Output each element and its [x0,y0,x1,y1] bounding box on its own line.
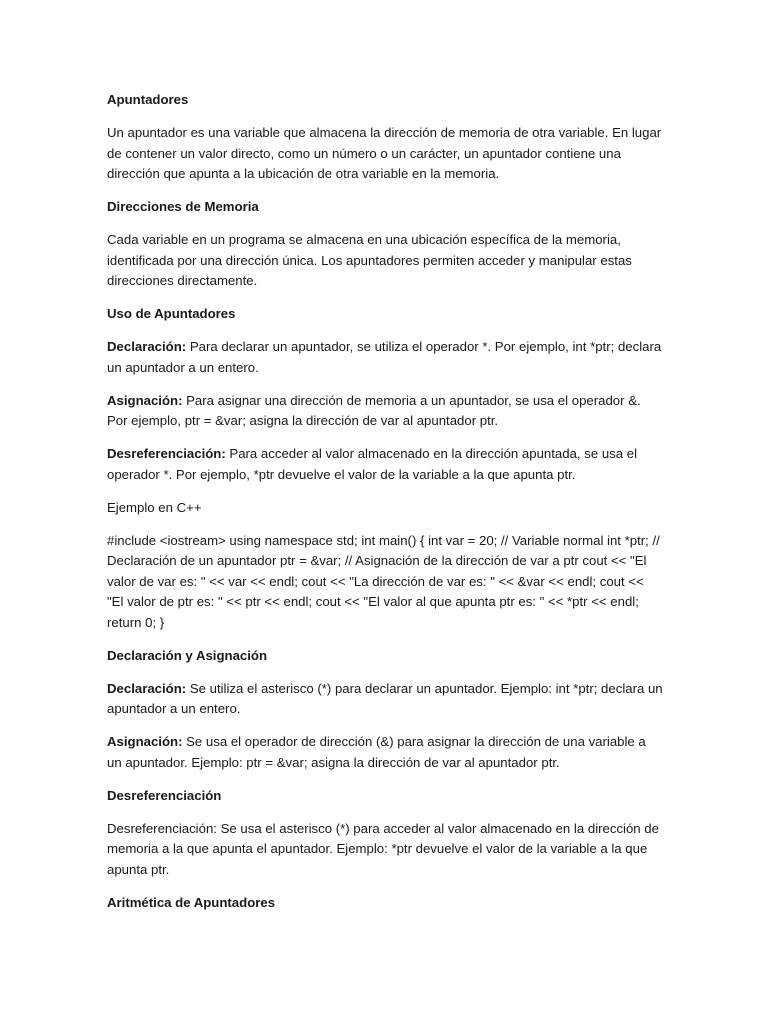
heading-apuntadores: Apuntadores [107,92,189,107]
label-declaracion: Declaración: [107,339,187,354]
paragraph-intro: Un apuntador es una variable que almacena la dirección de memoria de otra variable. En lugar de contener un valor directo, como un número o un carácter, un apuntador contiene una dirección que apunta a la ubicación de otra variable en la memoria. [107,125,662,181]
label-asignacion: Asignación: [107,392,183,408]
paragraph-code-example: #include <iostream> using namespace std; int main() { int var = 20; // Variable normal int *ptr; // Declaración de un apuntador ptr = &var; // Asignación de la dirección de var a ptr cout << "El valor de var es: " << var << endl; cout << "La dirección de var es: " << &var << endl; cout << "El valor de ptr es: " << ptr << endl; cout << "El valor al que apunta ptr es: " << *ptr << endl; return 0; } [107,532,660,630]
paragraph-desreferenciacion: Desreferenciación: Se usa el asterisco (*) para acceder al valor almacenado en la dirección de memoria a la que apunta el apuntador. Ejemplo: *ptr devuelve el valor de la variable a la que apunta ptr. [107,820,659,877]
label-desreferenciacion: Desreferenciación: [107,446,226,461]
paragraph-direcciones: Cada variable en un programa se almacena en una ubicación específica de la memoria, identificada por una dirección única. Los apuntadores permiten acceder y manipular estas direcciones directamente. [107,232,632,288]
heading-desreferenciacion: Desreferenciación [107,787,222,803]
text-da-declaracion: Se utiliza el asterisco (*) para declarar un apuntador. Ejemplo: int *ptr; declara un apuntador a un entero. [107,680,663,716]
document-page [107,90,663,926]
text-declaracion: Para declarar un apuntador, se utiliza el operador *. Por ejemplo, int *ptr; declara un apuntador a un entero. [107,339,662,375]
paragraph-uso-asignacion [107,391,663,432]
text-asignacion: Para asignar una dirección de memoria a un apuntador, se usa el operador &. Por ejemplo, ptr = &var; asigna la dirección de var al apuntador ptr. [107,392,641,428]
heading-declaracion-asignacion: Declaración y Asignación [107,647,268,663]
heading-direcciones-memoria: Direcciones de Memoria [107,199,259,214]
text-da-asignacion: Se usa el operador de dirección (&) para asignar la dirección de una variable a un apuntador. Ejemplo: ptr = &var; asigna la dirección de var al apuntador ptr. [107,734,646,770]
heading-uso-apuntadores: Uso de Apuntadores [107,306,236,321]
paragraph-ejemplo-title: Ejemplo en C++ [107,499,202,515]
text-desreferenciacion: Para acceder al valor almacenado en la dirección apuntada, se usa el operador *. Por ejemplo, *ptr devuelve el valor de la variable a la que apunta ptr. [107,446,638,482]
paragraph-uso-declaracion [107,337,663,378]
label-da-asignacion: Asignación: [107,734,183,749]
label-da-declaracion: Declaración: [107,680,187,696]
paragraph-da-declaracion [107,679,663,720]
heading-aritmetica-apuntadores: Aritmética de Apuntadores [107,894,276,910]
paragraph-da-asignacion [107,732,663,773]
paragraph-uso-desreferenciacion [107,444,663,485]
